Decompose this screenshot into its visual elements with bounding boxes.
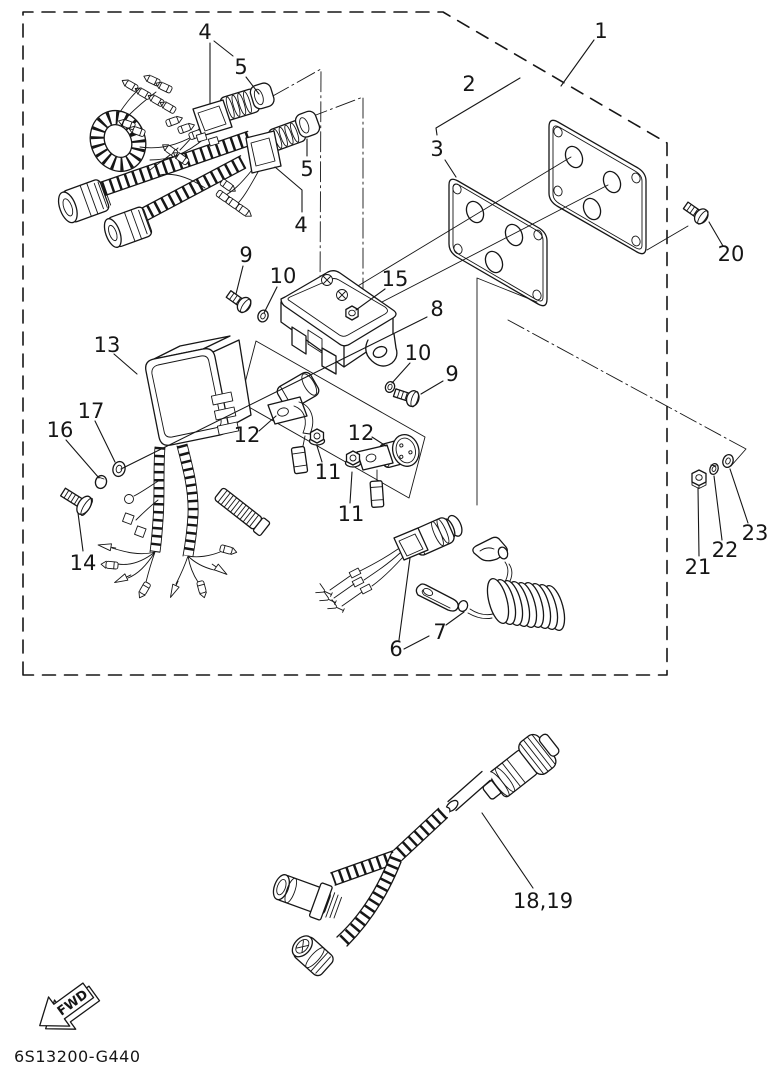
callout-20: 20: [717, 242, 745, 266]
lock-washer-16: [94, 474, 108, 489]
callout-5-top: 5: [234, 55, 248, 79]
harness-connector-2: [101, 206, 153, 250]
callout-4-top: 4: [198, 20, 212, 44]
screw-14: [58, 484, 95, 517]
washer-17: [111, 460, 126, 478]
lanyard-cord: [416, 537, 568, 632]
washer-10-right: [384, 380, 396, 393]
callout-21: 21: [684, 555, 712, 579]
drawing-number: 6S13200-G440: [14, 1047, 141, 1066]
callout-11-left: 11: [314, 460, 342, 484]
callout-5-right: 5: [300, 157, 314, 181]
bolt-9-left: [224, 287, 254, 314]
callout-3: 3: [430, 137, 444, 161]
bolt-20: [681, 199, 711, 226]
callout-8: 8: [430, 297, 444, 321]
callout-16: 16: [46, 418, 74, 442]
washer-10-left: [256, 309, 270, 324]
callout-9-left: 9: [239, 243, 253, 267]
callout-4-right: 4: [294, 213, 308, 237]
callout-12-left: 12: [233, 423, 261, 447]
bolt-9-right: [392, 385, 421, 408]
callout-22: 22: [711, 538, 739, 562]
callout-17: 17: [77, 399, 105, 423]
callout-7: 7: [433, 620, 447, 644]
callout-23: 23: [741, 521, 769, 545]
harness-connector-1: [55, 178, 112, 226]
callout-9-right: 9: [445, 362, 459, 386]
callout-18-19: 18,19: [512, 889, 574, 913]
callout-10-left: 10: [269, 264, 297, 288]
callout-2: 2: [462, 72, 476, 96]
nut-11-left: [310, 429, 325, 445]
callout-13: 13: [93, 333, 121, 357]
callout-11-right: 11: [337, 502, 365, 526]
panel-plate-2: [549, 120, 646, 253]
callout-1: 1: [594, 19, 608, 43]
extension-cable: [269, 726, 566, 978]
lock-washer-22: [708, 462, 719, 475]
main-switch-harness: [55, 73, 322, 250]
switch-bracket: [281, 271, 397, 374]
callout-10-right: 10: [404, 341, 432, 365]
callout-6: 6: [389, 637, 403, 661]
nut-11-right: [346, 451, 361, 467]
callout-15: 15: [381, 267, 409, 291]
wire-holder-strip: [213, 487, 270, 537]
fwd-label: FWD: [54, 987, 92, 1020]
callout-14: 14: [69, 551, 97, 575]
switch-12-left: [268, 370, 321, 474]
fwd-arrow: [29, 974, 105, 1045]
callout-12-right: 12: [347, 421, 375, 445]
nut-21: [692, 470, 706, 489]
washer-23: [721, 453, 735, 469]
nut-15: [346, 306, 358, 320]
